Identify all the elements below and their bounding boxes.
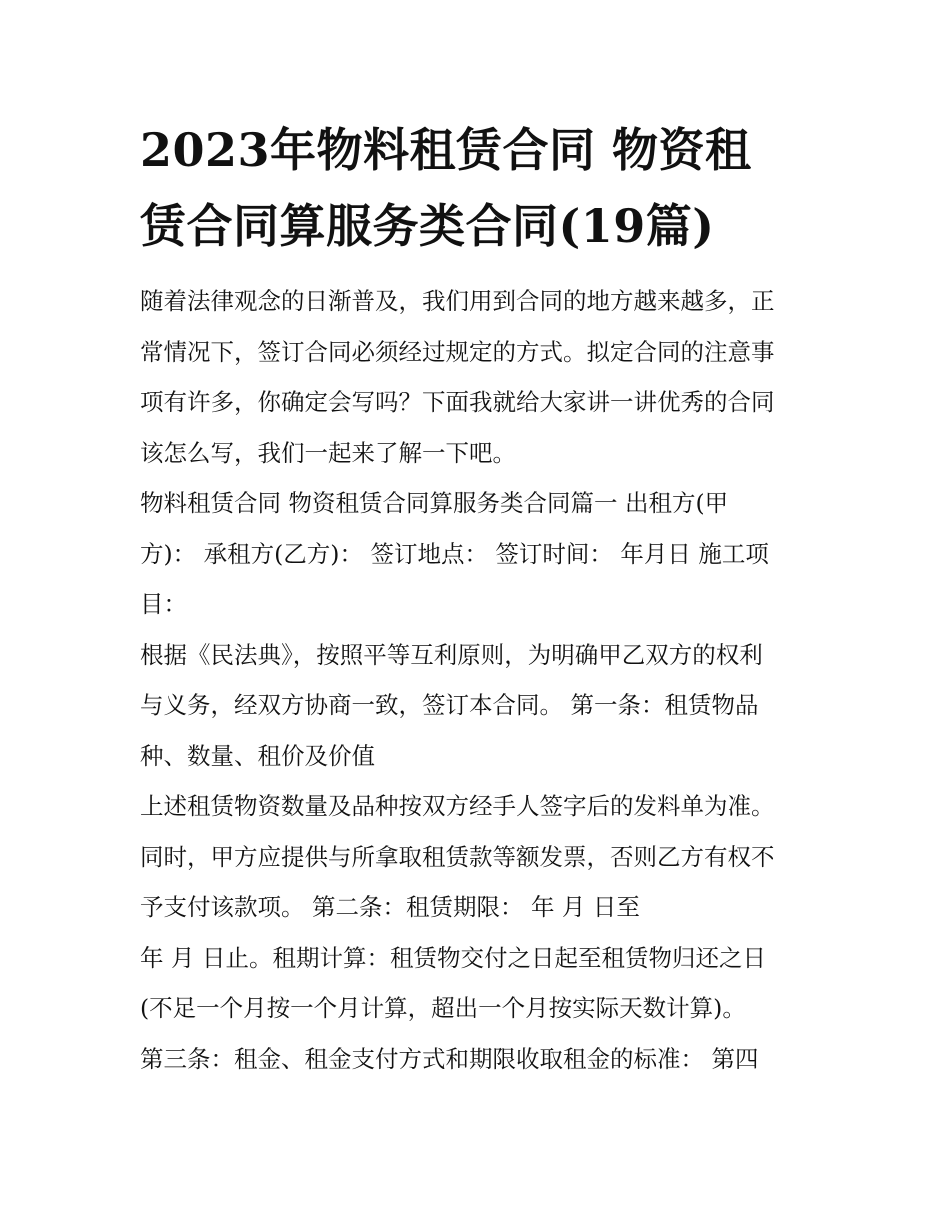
text-line: 上述租赁物资数量及品种按双方经手人签字后的发料单为准。 xyxy=(140,792,775,820)
text-line: 常情况下，签订合同必须经过规定的方式。拟定合同的注意事 xyxy=(140,337,775,366)
text-line: 该怎么写，我们一起来了解一下吧。 xyxy=(140,438,516,467)
title-line: 2023年物料租赁合同 物资租 xyxy=(140,123,752,177)
text-line: 第三条：租金、租金支付方式和期限收取租金的标准： 第四 xyxy=(140,1044,759,1073)
text-line: 目： xyxy=(140,590,187,618)
document-title xyxy=(140,112,820,264)
text-line: 种、数量、租价及价值 xyxy=(140,741,375,770)
text-line: 随着法律观念的日渐普及，我们用到合同的地方越来越多，正 xyxy=(140,287,775,315)
text-line: 年 月 日止。租期计算：租赁物交付之日起至租赁物归还之日 xyxy=(140,943,766,972)
article-two-paragraph xyxy=(140,781,820,933)
text-line: (不足一个月按一个月计算，超出一个月按实际天数计算)。 xyxy=(140,994,746,1022)
text-line: 予支付该款项。 第二条：租赁期限： 年 月 日至 xyxy=(140,893,640,921)
text-line: 根据《民法典》，按照平等互利原则，为明确甲乙双方的权利 xyxy=(140,640,763,669)
intro-paragraph xyxy=(140,276,820,478)
text-line: 同时，甲方应提供与所拿取租赁款等额发票，否则乙方有权不 xyxy=(140,842,775,871)
text-line: 项有许多，你确定会写吗？下面我就给大家讲一讲优秀的合同 xyxy=(140,388,775,416)
title-line: 赁合同算服务类合同(19篇) xyxy=(140,199,715,253)
contract-parties-paragraph xyxy=(140,478,820,630)
text-line: 与义务，经双方协商一致，签订本合同。 第一条：租赁物品 xyxy=(140,691,759,719)
article-one-paragraph xyxy=(140,630,820,782)
document-body xyxy=(140,276,820,1084)
lease-term-paragraph xyxy=(140,933,820,1085)
text-line: 方)： 承租方(乙方)： 签订地点： 签订时间： 年月日 施工项 xyxy=(140,539,769,568)
text-line: 物料租赁合同 物资租赁合同算服务类合同篇一 出租方(甲 xyxy=(140,489,729,517)
